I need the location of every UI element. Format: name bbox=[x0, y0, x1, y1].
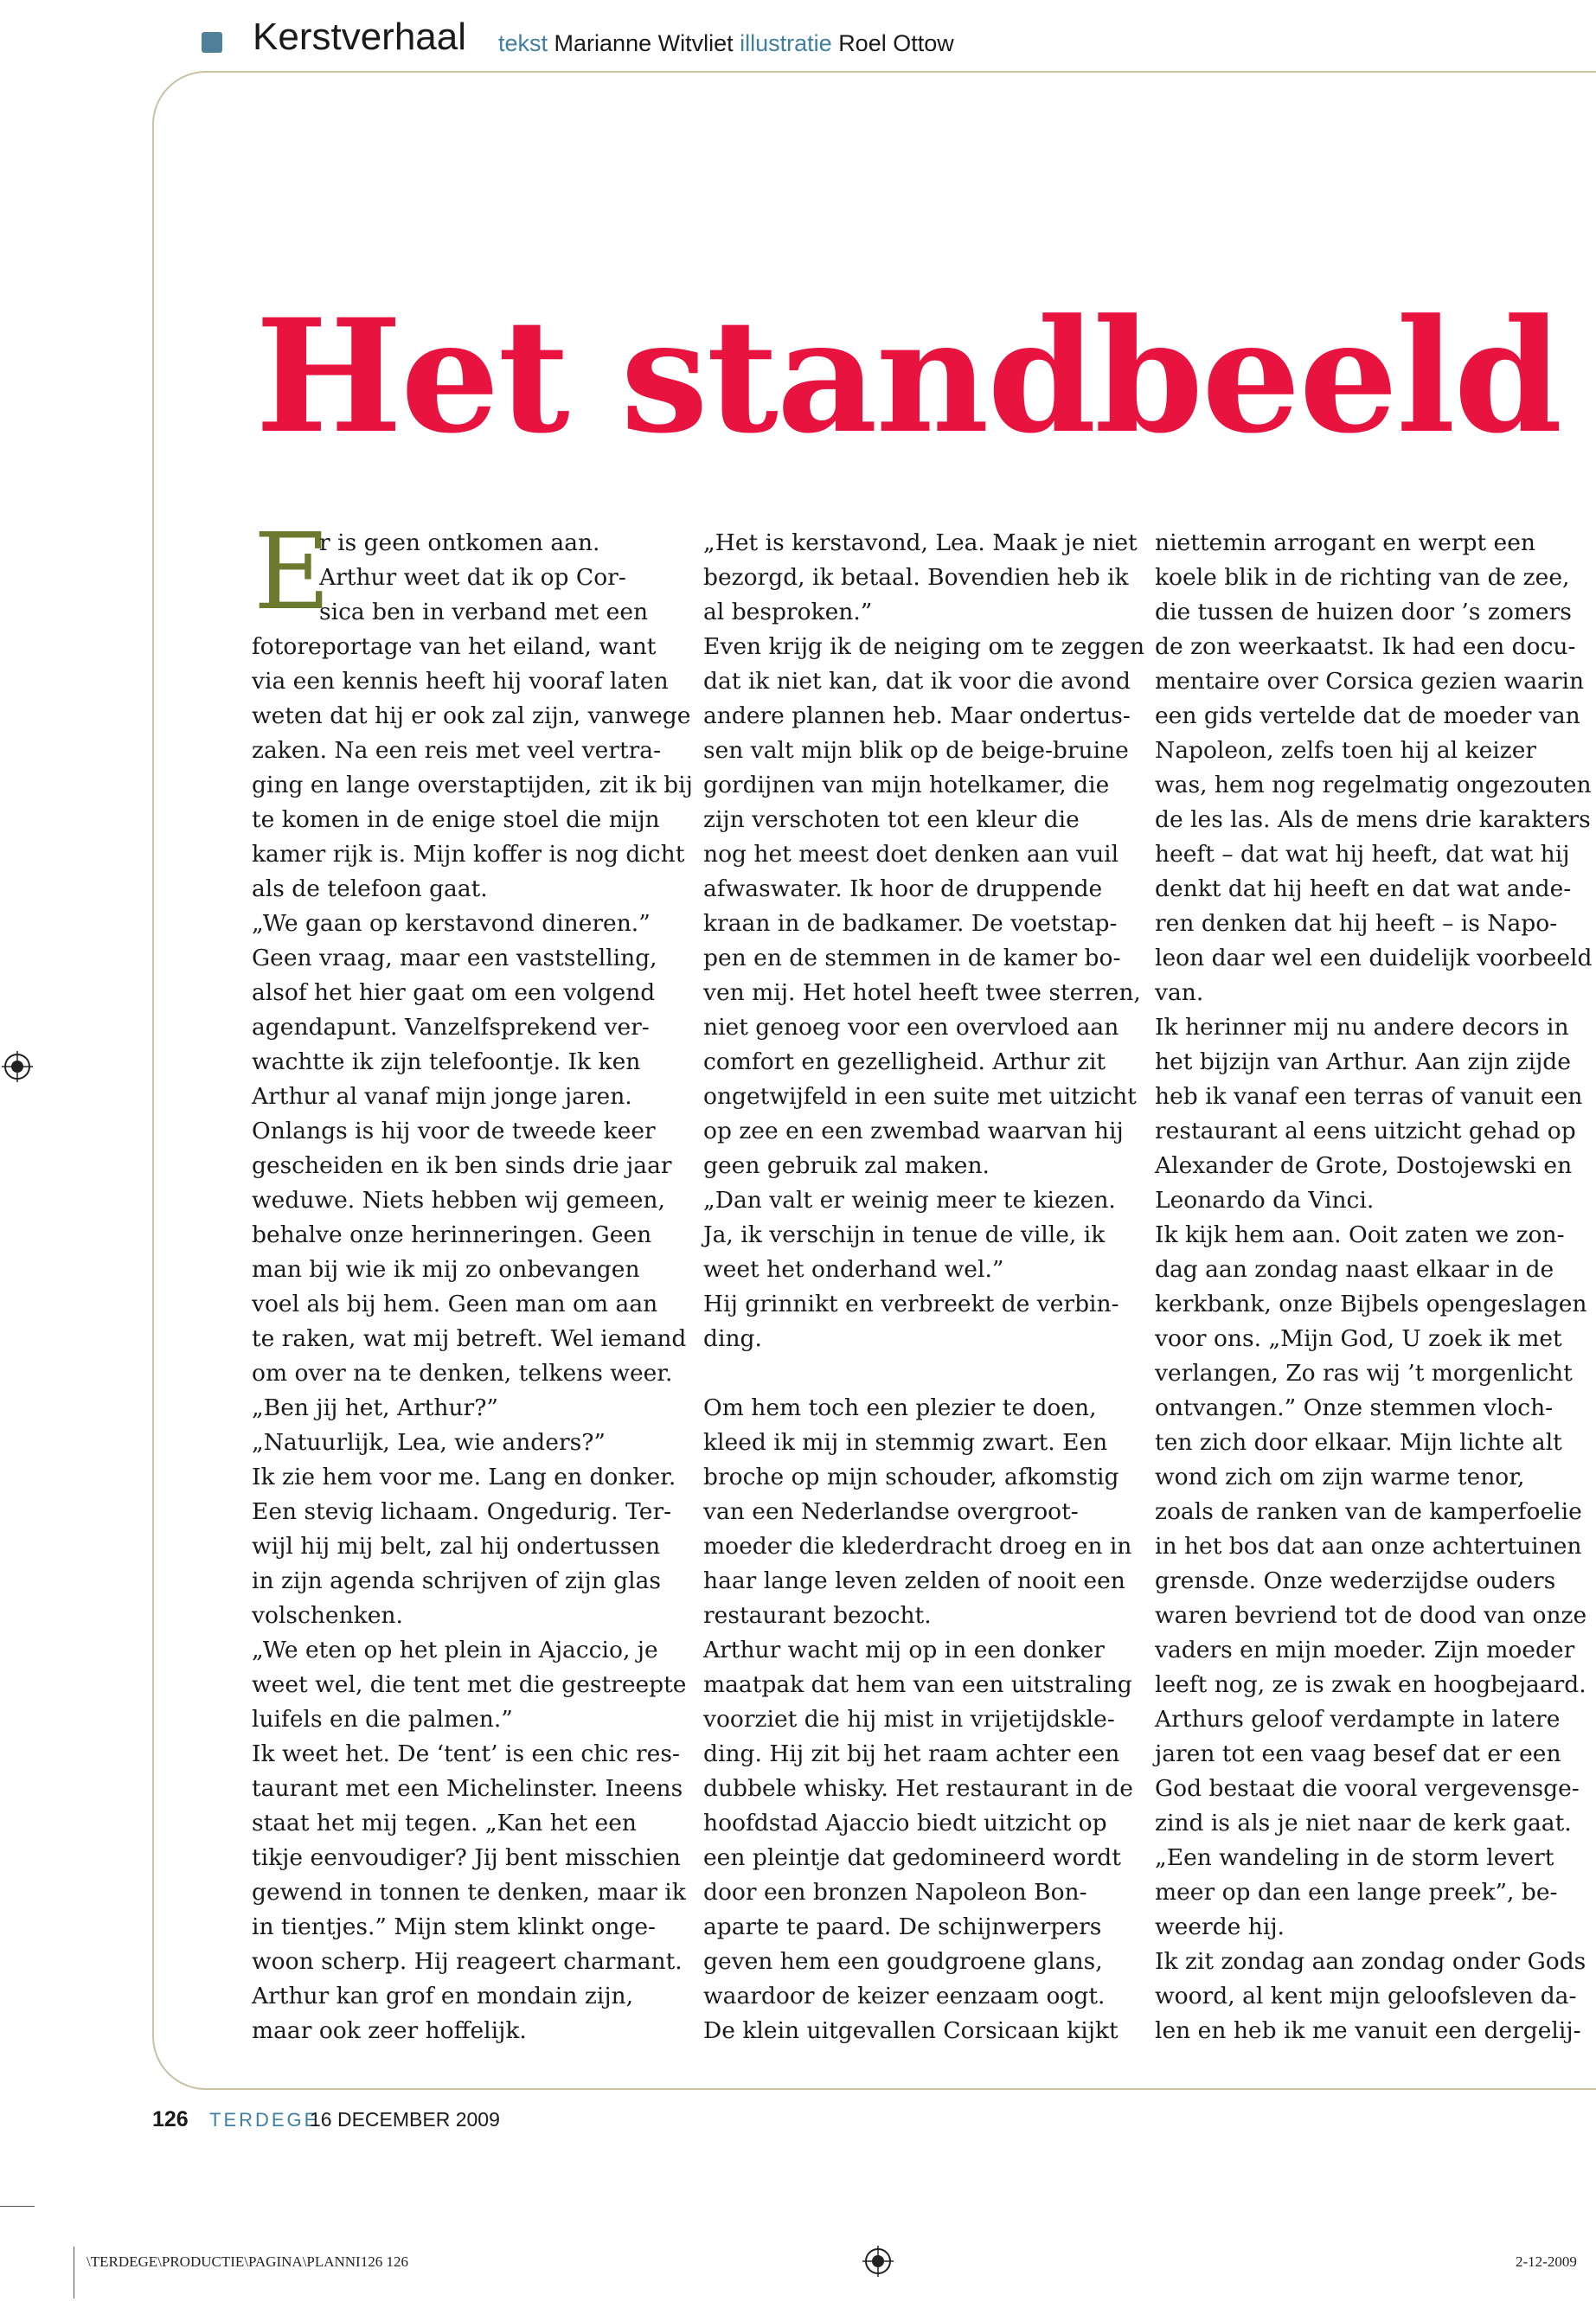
text-line: andere plannen heb. Maar ondertus- bbox=[703, 702, 1131, 729]
text-line: wijl hij mij belt, zal hij ondertussen bbox=[252, 1533, 661, 1560]
text-line: Hij grinnikt en verbreekt de verbin- bbox=[703, 1291, 1119, 1317]
text-line: voorziet die hij mist in vrijetijdskle- bbox=[703, 1706, 1115, 1733]
text-column-1 bbox=[252, 526, 693, 2048]
text-line: in tientjes.” Mijn stem klinkt onge- bbox=[252, 1913, 657, 1940]
author-name: Marianne Witvliet bbox=[554, 30, 734, 56]
print-slug-path: \TERDEGE\PRODUCTIE\PAGINA\PLANNI126 126 bbox=[87, 2253, 408, 2270]
text-line: dag aan zondag naast elkaar in de bbox=[1155, 1256, 1554, 1283]
text-line: „Dan valt er weinig meer te kiezen. bbox=[703, 1187, 1116, 1214]
illustrator-name: Roel Ottow bbox=[838, 30, 954, 56]
text-line: God bestaat die vooral vergevensge- bbox=[1155, 1775, 1580, 1802]
text-line: van. bbox=[1155, 979, 1204, 1006]
text-line: Ik zie hem voor me. Lang en donker. bbox=[252, 1464, 676, 1490]
text-line: broche op mijn schouder, afkomstig bbox=[703, 1464, 1119, 1490]
text-line: heb ik vanaf een terras of vanuit een bbox=[1155, 1083, 1583, 1110]
text-line: Ik weet het. De ‘tent’ is een chic res- bbox=[252, 1740, 680, 1767]
text-line: restaurant bezocht. bbox=[703, 1602, 932, 1629]
text-line: man bij wie ik mij zo onbevangen bbox=[252, 1256, 640, 1283]
text-line: Even krijg ik de neiging om te zeggen bbox=[703, 633, 1145, 660]
text-line: „Het is kerstavond, Lea. Maak je niet bbox=[703, 529, 1138, 556]
text-line: niet genoeg voor een overvloed aan bbox=[703, 1014, 1119, 1041]
text-line: haar lange leven zelden of nooit een bbox=[703, 1567, 1125, 1594]
print-slug-date: 2-12-2009 bbox=[1516, 2253, 1577, 2270]
text-line: al besproken.” bbox=[703, 599, 873, 625]
text-line: comfort en gezelligheid. Arthur zit bbox=[703, 1048, 1106, 1075]
page-number: 126 bbox=[152, 2107, 189, 2131]
text-line: te raken, wat mij betreft. Wel iemand bbox=[252, 1325, 687, 1352]
text-line: ding. Hij zit bij het raam achter een bbox=[703, 1740, 1120, 1767]
text-line: woord, al kent mijn geloofsleven da- bbox=[1155, 1983, 1577, 2009]
text-line: voel als bij hem. Geen man om aan bbox=[252, 1291, 658, 1317]
text-line: zind is als je niet naar de kerk gaat. bbox=[1155, 1810, 1572, 1836]
illustration-credit-label: illustratie bbox=[740, 30, 832, 56]
text-line: van een Nederlandse overgroot- bbox=[703, 1498, 1079, 1525]
text-line: ding. bbox=[703, 1325, 762, 1352]
text-line: Onlangs is hij voor de tweede keer bbox=[252, 1118, 656, 1144]
section-marker-square bbox=[202, 32, 222, 53]
text-line: weet het onderhand wel.” bbox=[703, 1256, 1004, 1283]
text-line: in zijn agenda schrijven of zijn glas bbox=[252, 1567, 661, 1594]
text-line: Alexander de Grote, Dostojewski en bbox=[1155, 1152, 1573, 1179]
text-line: maar ook zeer hoffelijk. bbox=[252, 2017, 527, 2044]
text-line: sica ben in verband met een bbox=[319, 599, 649, 625]
article-title: Het standbeeld bbox=[255, 285, 1561, 468]
drop-cap: E bbox=[253, 510, 331, 633]
text-line: weerde hij. bbox=[1155, 1913, 1285, 1940]
text-line: Arthur weet dat ik op Cor- bbox=[319, 564, 626, 591]
text-line: kerkbank, onze Bijbels opengeslagen bbox=[1155, 1291, 1587, 1317]
text-line: gordijnen van mijn hotelkamer, die bbox=[703, 772, 1110, 798]
text-line: ongetwijfeld in een suite met uitzicht bbox=[703, 1083, 1137, 1110]
registration-mark-icon bbox=[2, 1051, 33, 1082]
text-line: jaren tot een vaag besef dat er een bbox=[1155, 1740, 1561, 1767]
text-line: Arthur kan grof en mondain zijn, bbox=[252, 1983, 634, 2009]
paragraph-gap bbox=[703, 1356, 1127, 1391]
text-line: moeder die klederdracht droeg en in bbox=[703, 1533, 1132, 1560]
text-line: Napoleon, zelfs toen hij al keizer bbox=[1155, 737, 1537, 764]
text-line: luifels en die palmen.” bbox=[252, 1706, 513, 1733]
text-column-3 bbox=[1155, 526, 1593, 2048]
text-line: te komen in de enige stoel die mijn bbox=[252, 806, 660, 833]
text-line: „Natuurlijk, Lea, wie anders?” bbox=[252, 1429, 606, 1456]
text-line: Ik zit zondag aan zondag onder Gods bbox=[1155, 1948, 1586, 1975]
text-line: aparte te paard. De schijnwerpers bbox=[703, 1913, 1102, 1940]
text-line: volschenken. bbox=[252, 1602, 403, 1629]
text-line: in het bos dat aan onze achtertuinen bbox=[1155, 1533, 1582, 1560]
text-line: waardoor de keizer eenzaam oogt. bbox=[703, 1983, 1106, 2009]
text-credit-label: tekst bbox=[498, 30, 548, 56]
text-line: gescheiden en ik ben sinds drie jaar bbox=[252, 1152, 672, 1179]
text-line: mentaire over Corsica gezien waarin bbox=[1155, 668, 1585, 695]
text-line: leon daar wel een duidelijk voorbeeld bbox=[1155, 945, 1593, 971]
text-line: woon scherp. Hij reageert charmant. bbox=[252, 1948, 683, 1975]
text-line: De klein uitgevallen Corsicaan kijkt bbox=[703, 2017, 1118, 2044]
text-line: de zon weerkaatst. Ik had een docu- bbox=[1155, 633, 1576, 660]
text-line: dubbele whisky. Het restaurant in de bbox=[703, 1775, 1133, 1802]
text-line: die tussen de huizen door ’s zomers bbox=[1155, 599, 1572, 625]
text-line: als de telefoon gaat. bbox=[252, 875, 488, 902]
text-line: „Ben jij het, Arthur?” bbox=[252, 1394, 498, 1421]
text-line: wachtte ik zijn telefoontje. Ik ken bbox=[252, 1048, 641, 1075]
text-line: kleed ik mij in stemmig zwart. Een bbox=[703, 1429, 1108, 1456]
text-line: gewend in tonnen te denken, maar ik bbox=[252, 1879, 686, 1906]
text-line: Arthur wacht mij op in een donker bbox=[703, 1637, 1105, 1663]
publication-name: TERDEGE bbox=[209, 2109, 320, 2131]
text-line: Een stevig lichaam. Ongedurig. Ter- bbox=[252, 1498, 672, 1525]
text-line: om over na te denken, telkens weer. bbox=[252, 1360, 673, 1387]
text-line: leeft nog, ze is zwak en hoogbejaard. bbox=[1155, 1671, 1586, 1698]
text-line: pen en de stemmen in de kamer bo- bbox=[703, 945, 1121, 971]
text-line: „Een wandeling in de storm levert bbox=[1155, 1844, 1554, 1871]
text-line: ven mij. Het hotel heeft twee sterren, bbox=[703, 979, 1141, 1006]
text-line: koele blik in de richting van de zee, bbox=[1155, 564, 1570, 591]
text-line: taurant met een Michelinster. Ineens bbox=[252, 1775, 683, 1802]
text-line: alsof het hier gaat om een volgend bbox=[252, 979, 656, 1006]
text-line: waren bevriend tot de dood van onze bbox=[1155, 1602, 1587, 1629]
text-line: tikje eenvoudiger? Jij bent misschien bbox=[252, 1844, 681, 1871]
text-line: hoofdstad Ajaccio biedt uitzicht op bbox=[703, 1810, 1107, 1836]
text-column-2 bbox=[703, 526, 1145, 2048]
text-line: zaken. Na een reis met veel vertra- bbox=[252, 737, 662, 764]
text-line: Ja, ik verschijn in tenue de ville, ik bbox=[703, 1221, 1106, 1248]
text-line: kamer rijk is. Mijn koffer is nog dicht bbox=[252, 841, 685, 868]
text-line: „We gaan op kerstavond dineren.” bbox=[252, 910, 651, 937]
text-line: niettemin arrogant en werpt een bbox=[1155, 529, 1535, 556]
text-line: r is geen ontkomen aan. bbox=[319, 529, 600, 556]
text-line: heeft – dat wat hij heeft, dat wat hij bbox=[1155, 841, 1570, 868]
text-line: Ik kijk hem aan. Ooit zaten we zon- bbox=[1155, 1221, 1565, 1248]
text-line: sen valt mijn blik op de beige-bruine bbox=[703, 737, 1129, 764]
text-line: ging en lange overstaptijden, zit ik bij bbox=[252, 772, 693, 798]
text-line: len en heb ik me vanuit een dergelij- bbox=[1155, 2017, 1581, 2044]
text-line: denkt dat hij heeft en dat wat ande- bbox=[1155, 875, 1572, 902]
text-line: vaders en mijn moeder. Zijn moeder bbox=[1155, 1637, 1575, 1663]
text-line: behalve onze herinneringen. Geen bbox=[252, 1221, 652, 1248]
text-line: was, hem nog regelmatig ongezouten bbox=[1155, 772, 1592, 798]
text-line: Leonardo da Vinci. bbox=[1155, 1187, 1375, 1214]
section-label: Kerstverhaal bbox=[253, 16, 467, 58]
text-line: restaurant al eens uitzicht gehad op bbox=[1155, 1118, 1576, 1144]
text-line: agendapunt. Vanzelfsprekend ver- bbox=[252, 1014, 650, 1041]
text-line: geven hem een goudgroene glans, bbox=[703, 1948, 1103, 1975]
publication-date: 16 DECEMBER 2009 bbox=[310, 2108, 500, 2131]
text-line: nog het meest doet denken aan vuil bbox=[703, 841, 1119, 868]
text-line: ten zich door elkaar. Mijn lichte alt bbox=[1155, 1429, 1562, 1456]
text-line: geen gebruik zal maken. bbox=[703, 1152, 990, 1179]
text-line: zijn verschoten tot een kleur die bbox=[703, 806, 1080, 833]
text-line: via een kennis heeft hij vooraf laten bbox=[252, 668, 669, 695]
text-line: weduwe. Niets hebben wij gemeen, bbox=[252, 1187, 665, 1214]
text-line: ren denken dat hij heeft – is Napo- bbox=[1155, 910, 1558, 937]
text-line: ontvangen.” Onze stemmen vloch- bbox=[1155, 1394, 1554, 1421]
text-line: bezorgd, ik betaal. Bovendien heb ik bbox=[703, 564, 1129, 591]
registration-mark-icon bbox=[862, 2246, 894, 2277]
text-line: voor ons. „Mijn God, U zoek ik met bbox=[1155, 1325, 1562, 1352]
text-line: Ik herinner mij nu andere decors in bbox=[1155, 1014, 1569, 1041]
text-line: staat het mij tegen. „Kan het een bbox=[252, 1810, 637, 1836]
text-line: weten dat hij er ook zal zijn, vanwege bbox=[252, 702, 691, 729]
text-line: afwaswater. Ik hoor de druppende bbox=[703, 875, 1103, 902]
text-line: zoals de ranken van de kamperfoelie bbox=[1155, 1498, 1582, 1525]
text-line: een pleintje dat gedomineerd wordt bbox=[703, 1844, 1121, 1871]
text-line: verlangen, Zo ras wij ’t morgenlicht bbox=[1155, 1360, 1573, 1387]
text-line: door een bronzen Napoleon Bon- bbox=[703, 1879, 1087, 1906]
text-line: fotoreportage van het eiland, want bbox=[252, 633, 657, 660]
text-line: op zee en een zwembad waarvan hij bbox=[703, 1118, 1124, 1144]
text-line: dat ik niet kan, dat ik voor die avond bbox=[703, 668, 1131, 695]
text-line: kraan in de badkamer. De voetstap- bbox=[703, 910, 1118, 937]
text-line: Arthurs geloof verdampte in latere bbox=[1155, 1706, 1561, 1733]
trim-mark-horizontal bbox=[0, 2206, 35, 2207]
text-line: Geen vraag, maar een vaststelling, bbox=[252, 945, 657, 971]
text-line: meer op dan een lange preek”, be- bbox=[1155, 1879, 1558, 1906]
text-line: wond zich om zijn warme tenor, bbox=[1155, 1464, 1525, 1490]
text-line: Om hem toch een plezier te doen, bbox=[703, 1394, 1097, 1421]
text-line: grensde. Onze wederzijdse ouders bbox=[1155, 1567, 1556, 1594]
text-line: maatpak dat hem van een uitstraling bbox=[703, 1671, 1132, 1698]
text-line: het bijzijn van Arthur. Aan zijn zijde bbox=[1155, 1048, 1571, 1075]
text-line: een gids vertelde dat de moeder van bbox=[1155, 702, 1580, 729]
text-line: weet wel, die tent met die gestreepte bbox=[252, 1671, 687, 1698]
text-line: „We eten op het plein in Ajaccio, je bbox=[252, 1637, 658, 1663]
credits-line bbox=[498, 30, 954, 57]
text-line: Arthur al vanaf mijn jonge jaren. bbox=[252, 1083, 632, 1110]
text-line: de les las. Als de mens drie karakters bbox=[1155, 806, 1591, 833]
